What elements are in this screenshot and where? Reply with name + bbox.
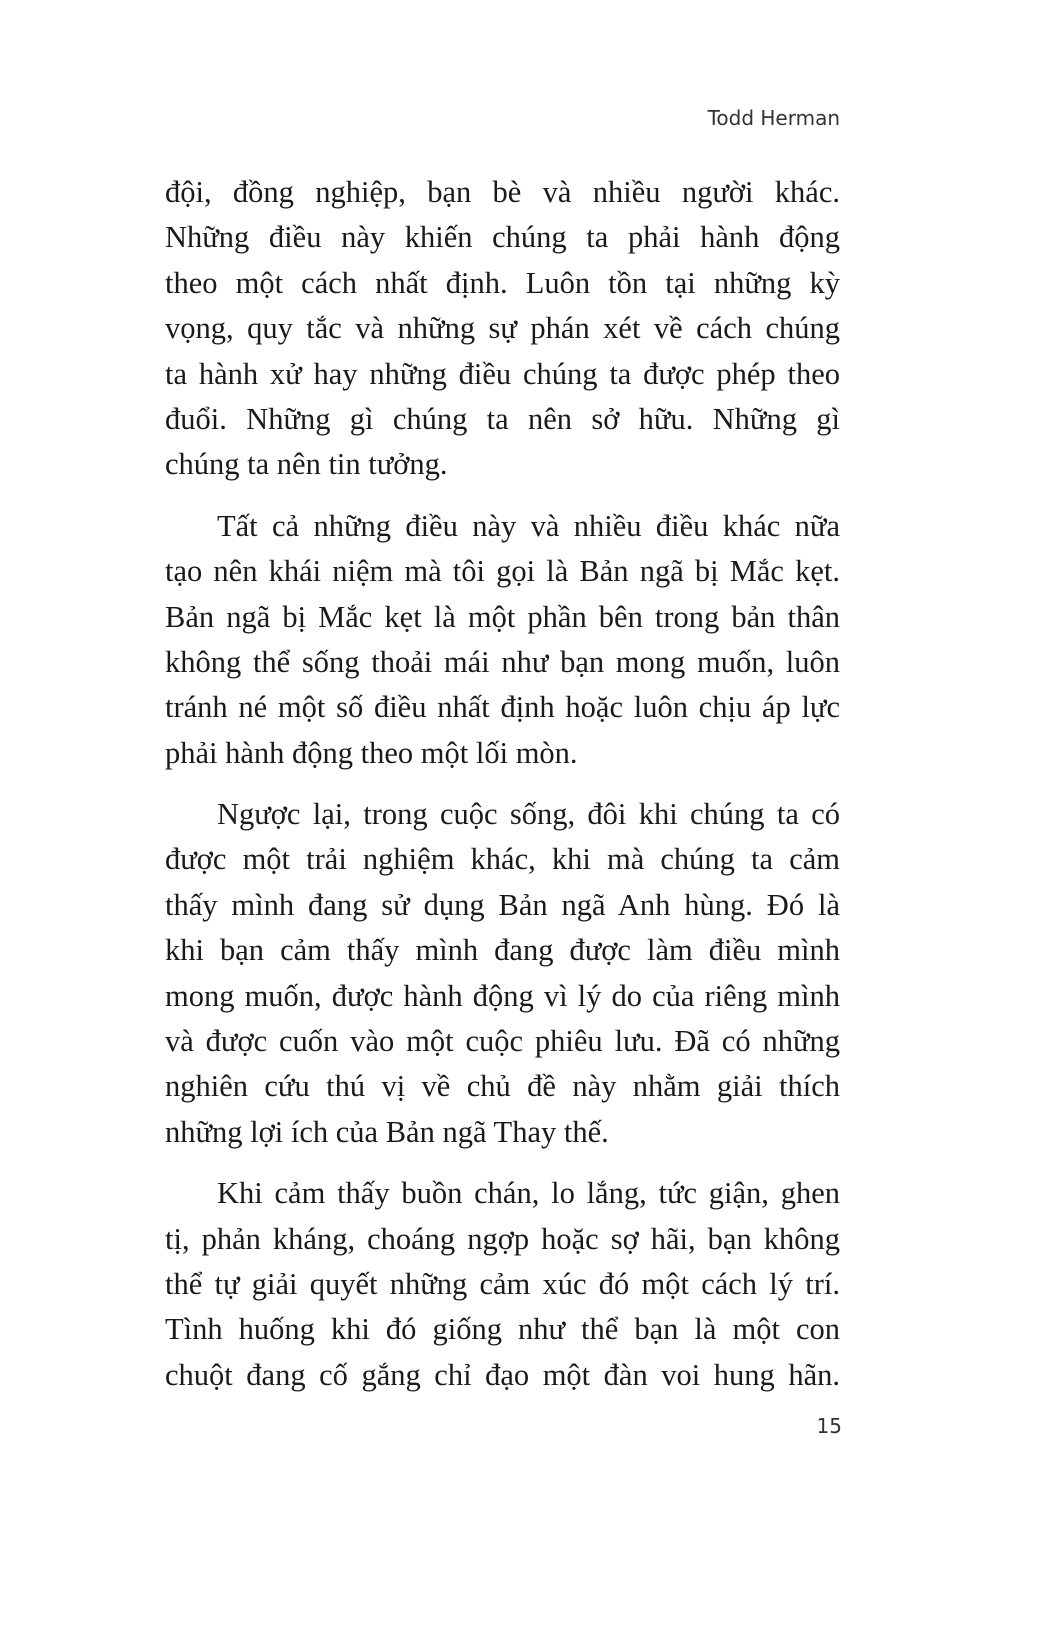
text-line: tránh né một số điều nhất định hoặc luôn chịu áp lực xyxy=(165,690,840,725)
text-line: không thể sống thoải mái như bạn mong muốn, luôn xyxy=(165,644,840,679)
text-line: và được cuốn vào một cuộc phiêu lưu. Đã có những xyxy=(165,1024,840,1059)
text-line: tị, phản kháng, choáng ngợp hoặc sợ hãi, bạn không xyxy=(165,1221,840,1256)
text-line: Ngược lại, trong cuộc sống, đôi khi chúng ta có xyxy=(217,797,840,832)
text-line: tạo nên khái niệm mà tôi gọi là Bản ngã bị Mắc kẹt. xyxy=(165,554,840,589)
text-line: mong muốn, được hành động vì lý do của riêng mình xyxy=(165,978,840,1013)
text-line: đuổi. Những gì chúng ta nên sở hữu. Những gì xyxy=(165,401,840,436)
text-line: Bản ngã bị Mắc kẹt là một phần bên trong bản thân xyxy=(165,599,840,634)
paragraph xyxy=(165,170,840,488)
paragraph xyxy=(165,504,840,776)
text-line: Tình huống khi đó giống như thể bạn là một con xyxy=(165,1312,840,1347)
text-line: ta hành xử hay những điều chúng ta được phép theo xyxy=(165,356,840,391)
text-line: Tất cả những điều này và nhiều điều khác nữa xyxy=(217,508,840,543)
text-line: chuột đang cố gắng chỉ đạo một đàn voi hung hãn. xyxy=(165,1357,840,1392)
page-number: 15 xyxy=(816,1414,842,1438)
text-line: chúng ta nên tin tưởng. xyxy=(165,447,448,482)
text-line: phải hành động theo một lối mòn. xyxy=(165,735,578,770)
text-line: thấy mình đang sử dụng Bản ngã Anh hùng. Đó là xyxy=(165,887,840,922)
text-line: nghiên cứu thú vị về chủ đề này nhằm giải thích xyxy=(165,1069,840,1104)
text-line: được một trải nghiệm khác, khi mà chúng ta cảm xyxy=(165,842,840,877)
running-header: Todd Herman xyxy=(707,106,840,130)
body-text xyxy=(165,170,840,1414)
text-line: theo một cách nhất định. Luôn tồn tại những kỳ xyxy=(165,265,840,300)
text-line: đội, đồng nghiệp, bạn bè và nhiều người khác. xyxy=(165,175,840,209)
text-line: Khi cảm thấy buồn chán, lo lắng, tức giận, ghen xyxy=(217,1176,840,1211)
paragraph xyxy=(165,1171,840,1398)
text-line: thể tự giải quyết những cảm xúc đó một cách lý trí. xyxy=(165,1266,840,1301)
text-line: vọng, quy tắc và những sự phán xét về cách chúng xyxy=(165,311,840,346)
text-line: Những điều này khiến chúng ta phải hành động xyxy=(165,220,840,255)
paragraph xyxy=(165,792,840,1155)
text-line: khi bạn cảm thấy mình đang được làm điều mình xyxy=(165,933,840,968)
text-line: những lợi ích của Bản ngã Thay thế. xyxy=(165,1114,609,1149)
